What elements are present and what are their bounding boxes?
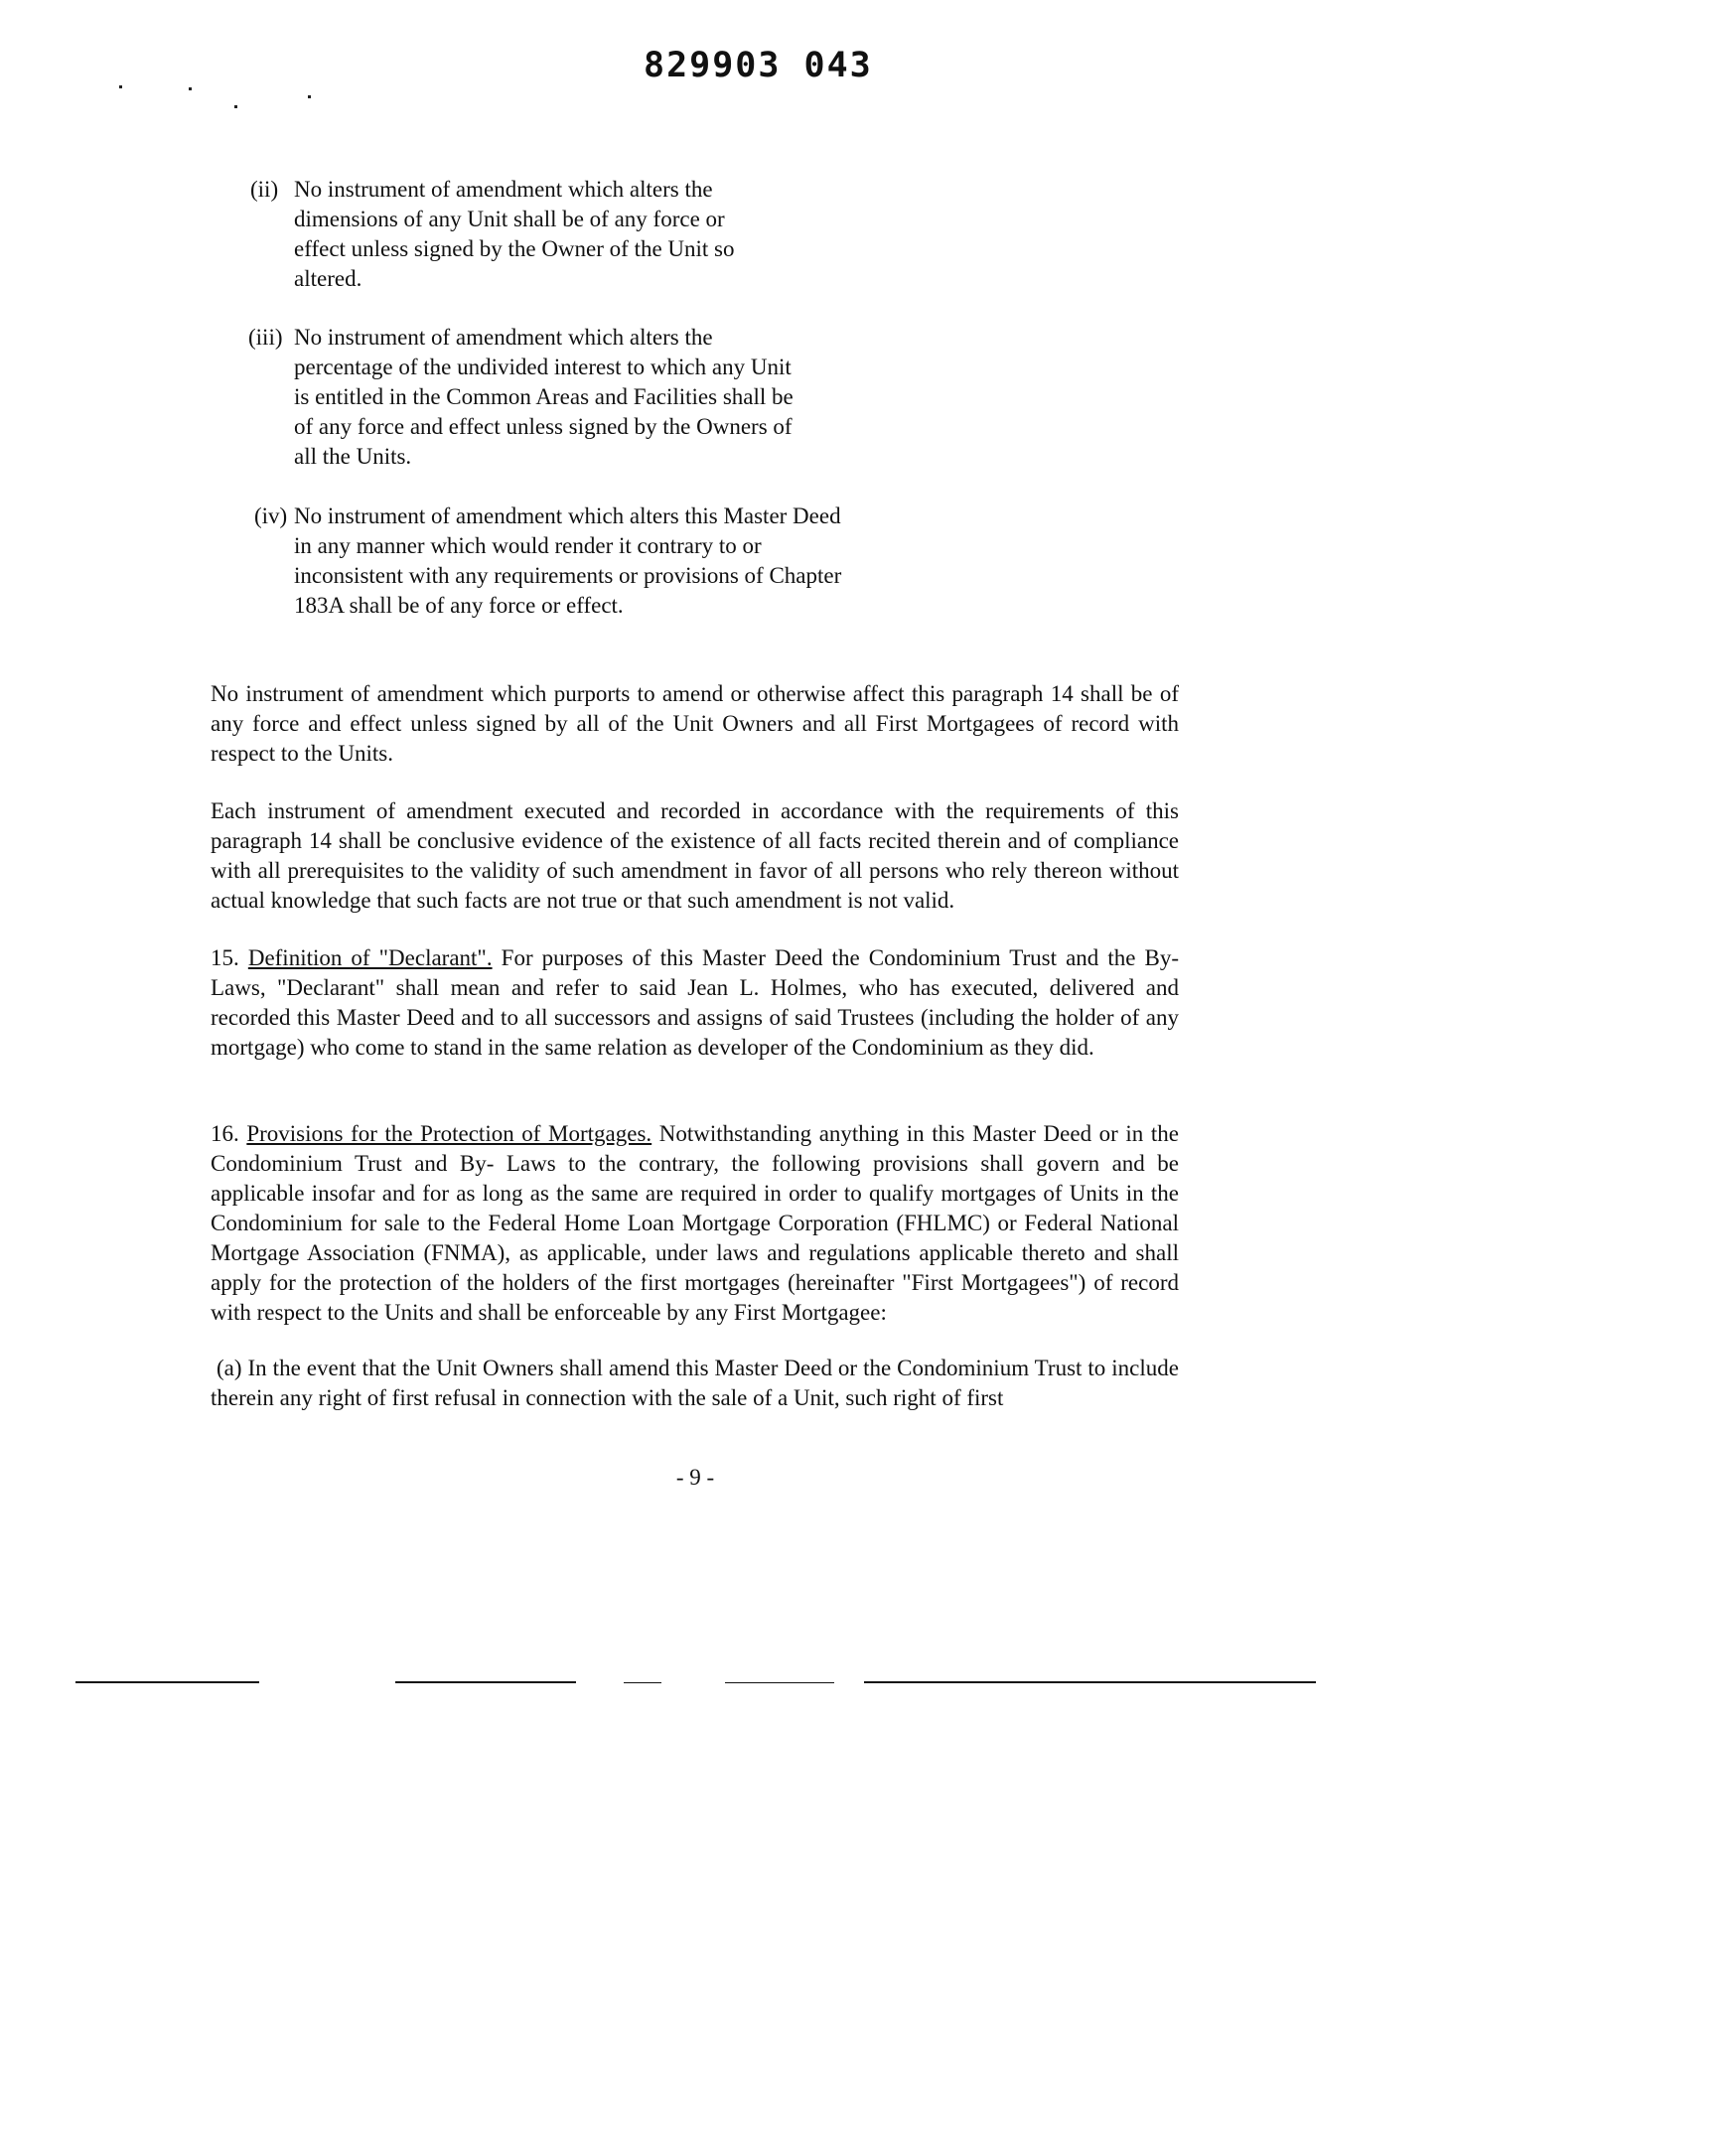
- subitem-text: No instrument of amendment which alters the dimensions of any Unit shall be of any force or effect unless signed by the Owner of the Unit so altered.: [294, 177, 735, 291]
- paragraph-conclusive-evidence: Each instrument of amendment executed and recorded in accordance with the requirements of this paragraph 14 shall be conclusive evidence of the existence of all facts recited therein and of compliance with all prerequisites to the validity of such amendment in favor of all persons who rely thereon without actual knowledge that such facts are not true or that such amendment is not valid.: [211, 798, 1179, 913]
- scan-edge-line: [75, 1681, 259, 1683]
- subitem-text: No instrument of amendment which alters this Master Deed in any manner which would render it contrary to or inconsistent with any requirements or provisions of Chapter 183A shall be of any force or effect.: [294, 503, 842, 618]
- scan-speck: [189, 87, 192, 90]
- subitem-text: No instrument of amendment which alters the percentage of the undivided interest to which any Unit is entitled in the Common Areas and Facilities shall be of any force and effect unless signed by the Owners of all the Units.: [294, 325, 794, 469]
- scan-edge-line: [624, 1682, 661, 1683]
- section-16-subsection-a: (a) In the event that the Unit Owners shall amend this Master Deed or the Condominium Trust to include therein any right of first refusal in connection with the sale of a Unit, such right of first: [211, 1356, 1179, 1410]
- scan-edge-line: [725, 1682, 834, 1683]
- section-text: Notwithstanding anything in this Master Deed or in the Condominium Trust and By- Laws to the contrary, the following provisions shall govern and be applicable insofar and for as long as the same are required in order to qualify mortgages of Units in the Condominium for sale to the Federal Home Loan Mortgage Corporation (FHLMC) or Federal National Mortgage Association (FNMA), as applicable, under laws and regulations applicable thereto and shall apply for the protection of the holders of the first mortgages (hereinafter "First Mortgagees") of record with respect to the Units and shall be enforceable by any First Mortgagee:: [211, 1121, 1179, 1325]
- section-heading: Definition of "Declarant".: [247, 945, 493, 970]
- section-16-protection-of-mortgages: [211, 1119, 1179, 1328]
- page-number: - 9 -: [675, 1465, 715, 1490]
- subitem-number: (iv): [254, 503, 288, 528]
- paragraph-amendment-restriction: No instrument of amendment which purports to amend or otherwise affect this paragraph 14 shall be of any force and effect unless signed by all of the Unit Owners and all First Mortgagees of record with respect to the Units.: [211, 681, 1179, 766]
- section-number: 15.: [211, 945, 239, 970]
- subitem-number: (iii): [248, 325, 283, 350]
- scan-speck: [234, 105, 237, 108]
- scan-speck: [308, 95, 311, 98]
- subitem-number: (ii): [250, 177, 279, 202]
- section-heading: Provisions for the Protection of Mortgages.: [246, 1121, 652, 1146]
- scan-edge-line: [864, 1681, 1316, 1683]
- section-number: 16.: [211, 1121, 239, 1146]
- scan-speck: [119, 85, 122, 88]
- scan-edge-line: [395, 1681, 576, 1683]
- recording-stamp: 829903 043: [644, 46, 873, 85]
- section-text: For purposes of this Master Deed the Condominium Trust and the By-Laws, "Declarant" shall mean and refer to said Jean L. Holmes, who has executed, delivered and recorded this Master Deed and to all successors and assigns of said Trustees (including the holder of any mortgage) who come to stand in the same relation as developer of the Condominium as they did.: [211, 945, 1180, 1060]
- section-15-definition-of-declarant: [211, 943, 1179, 1063]
